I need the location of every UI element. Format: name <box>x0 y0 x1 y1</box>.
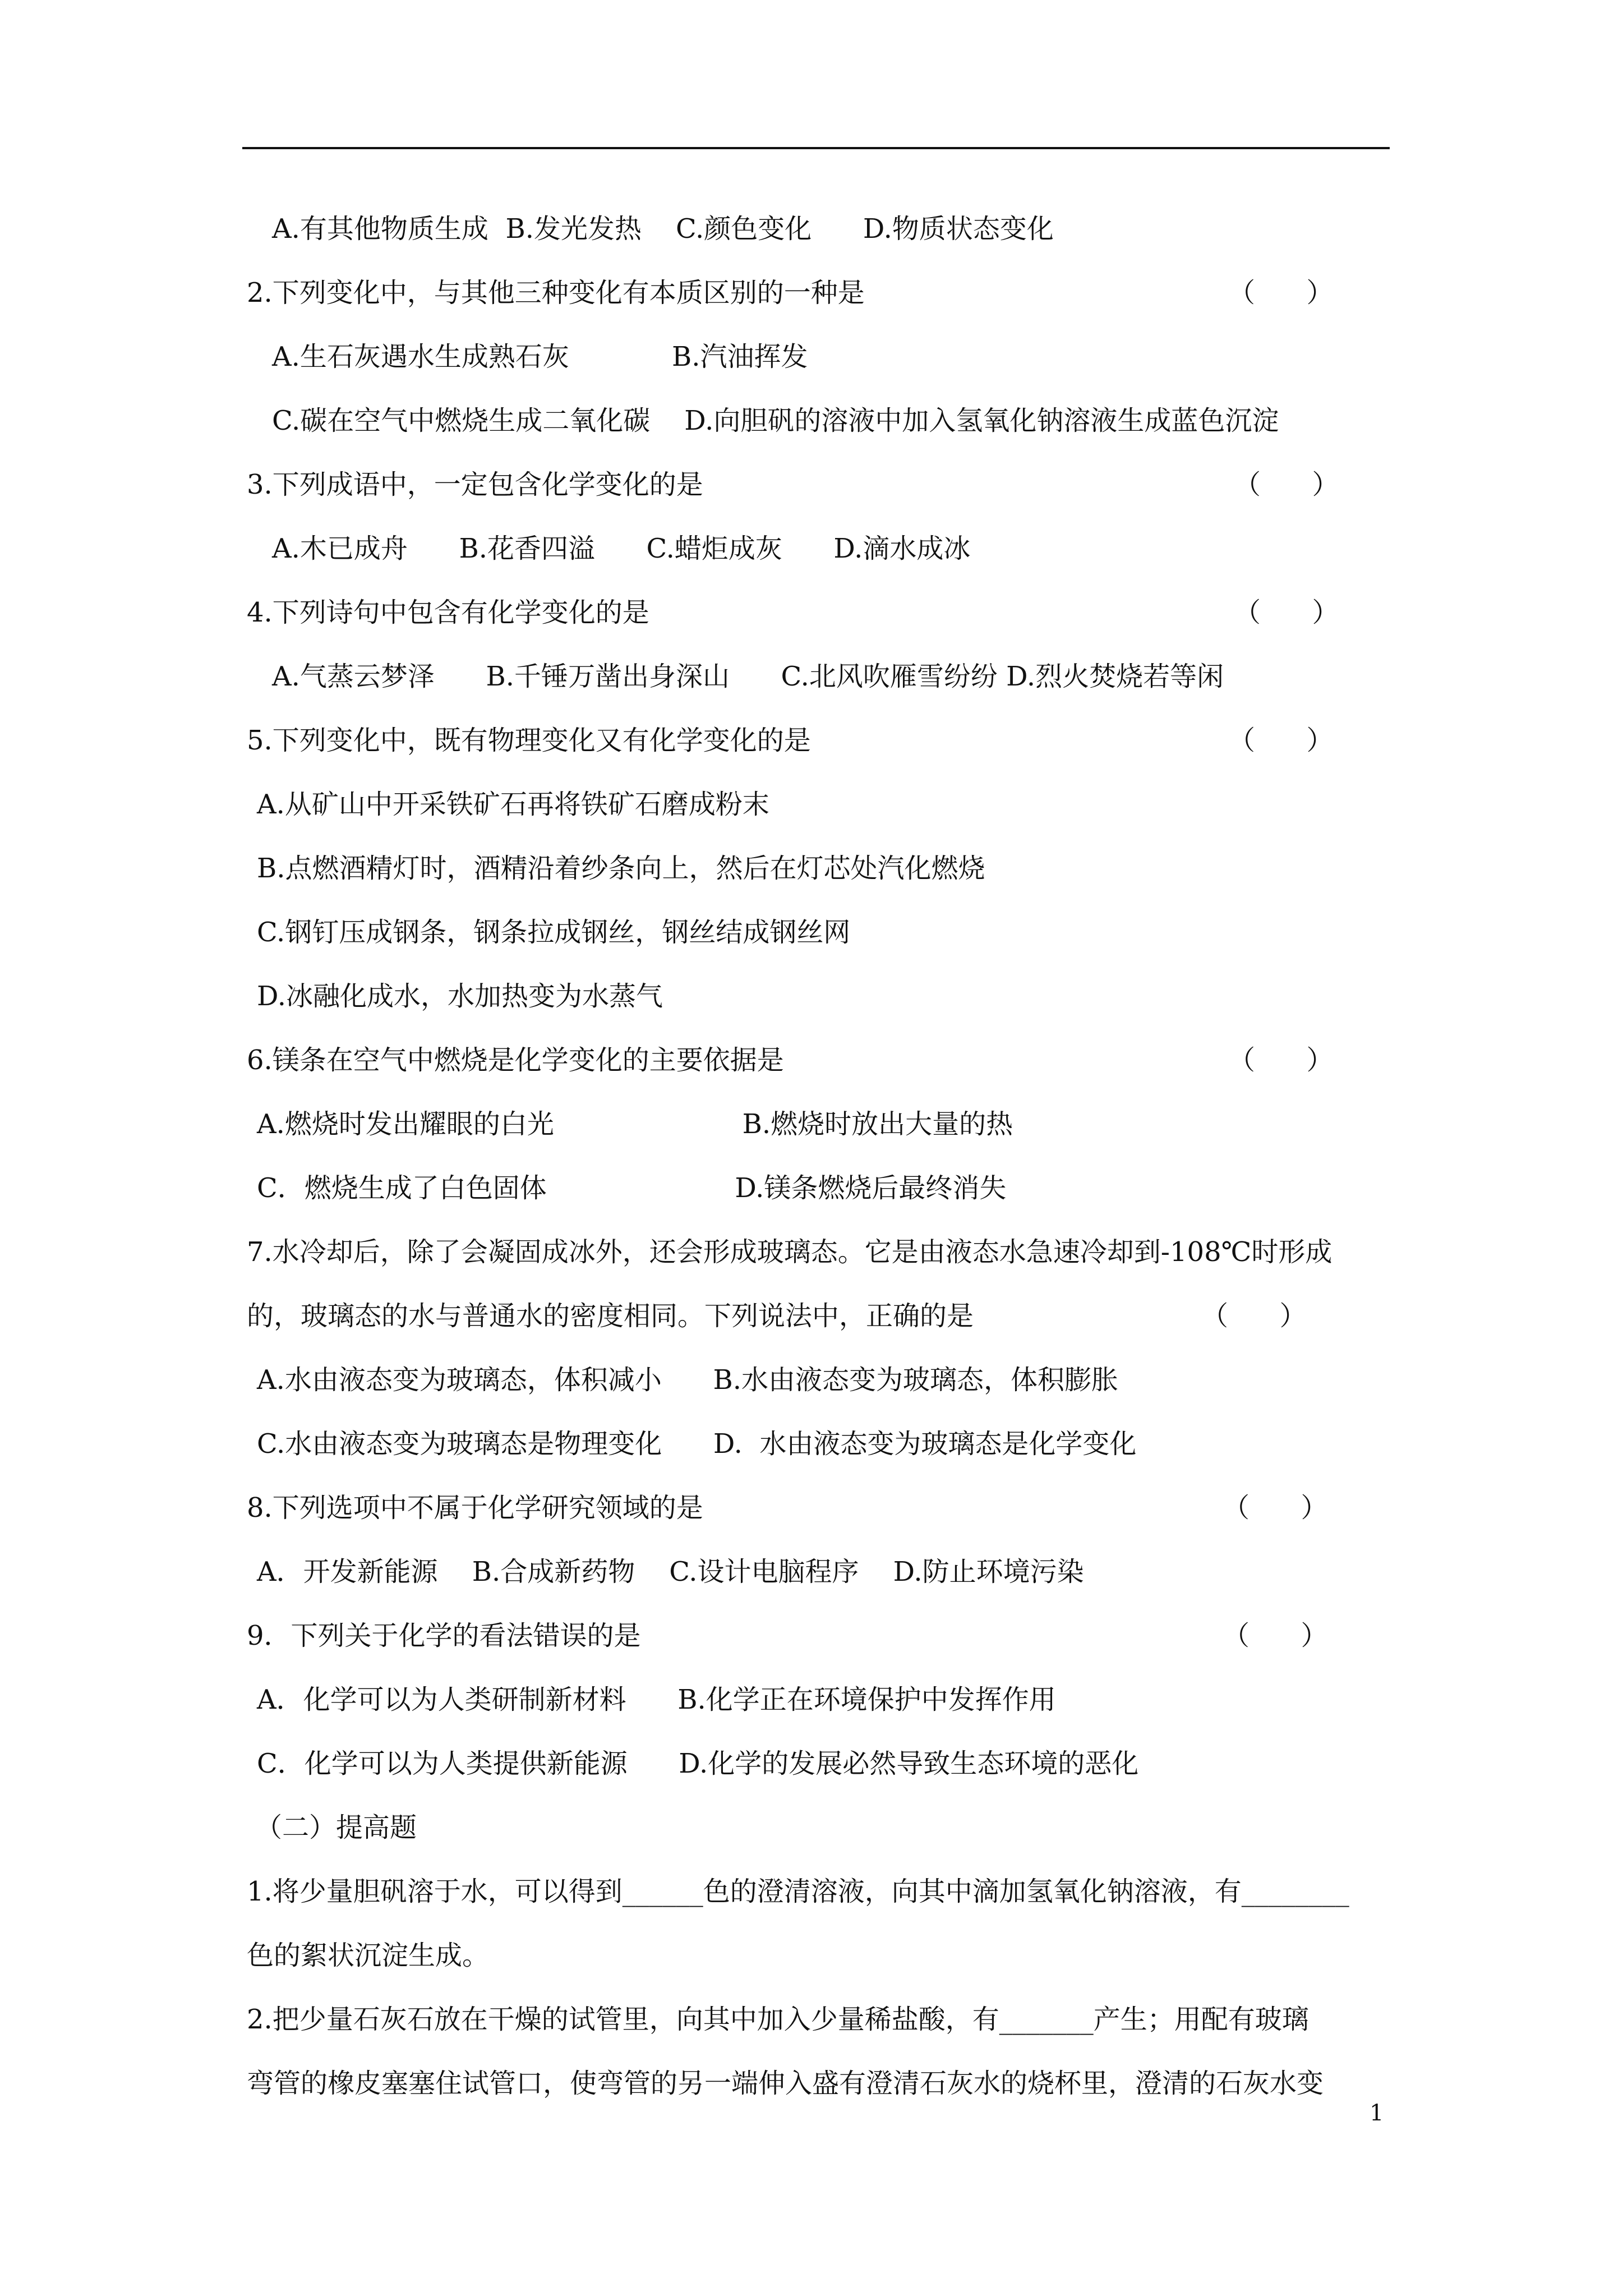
fill-question-1-line1: 1.将少量胆矾溶于水，可以得到______色的澄清溶液，向其中滴加氢氧化钠溶液，有________ <box>247 1876 1349 1907</box>
q5-option-d: D.冰融化成水，水加热变为水蒸气 <box>257 981 663 1012</box>
fill-question-2-line2: 弯管的橡皮塞塞住试管口，使弯管的另一端伸入盛有澄清石灰水的烧杯里，澄清的石灰水变 <box>247 2068 1324 2099</box>
q5-option-c: C.钢钉压成钢条，钢条拉成钢丝，钢丝结成钢丝网 <box>257 917 851 948</box>
q9-answer-paren: （ ） <box>1223 1620 1328 1651</box>
q7-options-cd: C.水由液态变为玻璃态是物理变化 D. 水由液态变为玻璃态是化学变化 <box>257 1428 1137 1460</box>
q2-answer-paren: （ ） <box>1228 277 1334 309</box>
q6-options-cd: C．燃烧生成了白色固体 D.镁条燃烧后最终消失 <box>257 1172 1007 1204</box>
section-title: （二）提高题 <box>255 1812 417 1843</box>
q9-options-ab: A．化学可以为人类研制新材料 B.化学正在环境保护中发挥作用 <box>257 1684 1056 1715</box>
q9-options-cd: C．化学可以为人类提供新能源 D.化学的发展必然导致生态环境的恶化 <box>257 1748 1139 1779</box>
q4-options: A.气蒸云梦泽 B.千锤万凿出身深山 C.北风吹雁雪纷纷 D.烈火焚烧若等闲 <box>272 661 1224 692</box>
q5-option-a: A.从矿山中开采铁矿石再将铁矿石磨成粉末 <box>257 789 769 820</box>
q2-stem: 2.下列变化中，与其他三种变化有本质区别的一种是 <box>247 277 865 309</box>
header-rule <box>242 147 1390 149</box>
q7-answer-paren: （ ） <box>1201 1300 1307 1332</box>
q1-options: A.有其他物质生成 B.发光发热 C.颜色变化 D.物质状态变化 <box>272 213 1054 245</box>
q7-stem-line1: 7.水冷却后，除了会凝固成冰外，还会形成玻璃态。它是由液态水急速冷却到-108℃时形成 <box>247 1236 1332 1268</box>
page-number: 1 <box>1370 2100 1384 2126</box>
q5-answer-paren: （ ） <box>1228 725 1334 756</box>
q8-options: A．开发新能源 B.合成新药物 C.设计电脑程序 D.防止环境污染 <box>257 1556 1084 1588</box>
q3-answer-paren: （ ） <box>1234 469 1339 500</box>
q5-stem: 5.下列变化中，既有物理变化又有化学变化的是 <box>247 725 811 756</box>
q7-options-ab: A.水由液态变为玻璃态，体积减小 B.水由液态变为玻璃态，体积膨胀 <box>257 1364 1119 1396</box>
q7-stem-line2: 的，玻璃态的水与普通水的密度相同。下列说法中，正确的是 <box>247 1300 974 1332</box>
q2-options-ab: A.生石灰遇水生成熟石灰 B.汽油挥发 <box>272 341 808 372</box>
q2-options-cd: C.碳在空气中燃烧生成二氧化碳 D.向胆矾的溶液中加入氢氧化钠溶液生成蓝色沉淀 <box>272 405 1279 436</box>
q8-stem: 8.下列选项中不属于化学研究领域的是 <box>247 1492 703 1524</box>
q6-answer-paren: （ ） <box>1228 1045 1334 1076</box>
q5-option-b: B.点燃酒精灯时，酒精沿着纱条向上，然后在灯芯处汽化燃烧 <box>257 853 985 884</box>
q4-stem: 4.下列诗句中包含有化学变化的是 <box>247 597 649 628</box>
q3-stem: 3.下列成语中，一定包含化学变化的是 <box>247 469 703 500</box>
fill-question-2-line1: 2.把少量石灰石放在干燥的试管里，向其中加入少量稀盐酸，有_______产生；用配有玻璃 <box>247 2004 1309 2035</box>
q6-options-ab: A.燃烧时发出耀眼的白光 B.燃烧时放出大量的热 <box>257 1108 1013 1140</box>
fill-question-1-line2: 色的絮状沉淀生成。 <box>247 1940 490 1971</box>
q4-answer-paren: （ ） <box>1234 597 1339 628</box>
q6-stem: 6.镁条在空气中燃烧是化学变化的主要依据是 <box>247 1045 784 1076</box>
q3-options: A.木已成舟 B.花香四溢 C.蜡炬成灰 D.滴水成冰 <box>272 533 971 564</box>
q8-answer-paren: （ ） <box>1223 1492 1328 1524</box>
q9-stem: 9．下列关于化学的看法错误的是 <box>247 1620 641 1651</box>
